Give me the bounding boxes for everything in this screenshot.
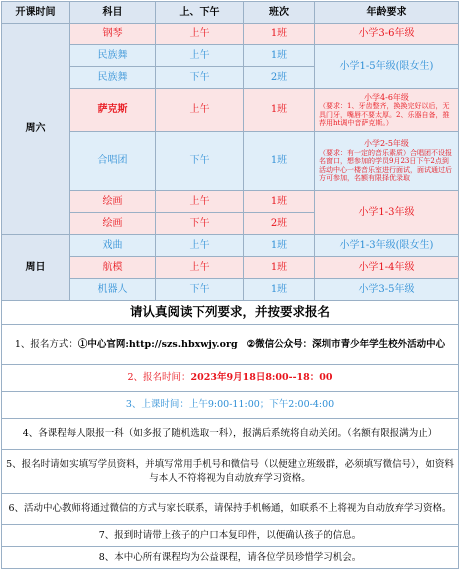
notice-item-1: [2, 325, 459, 365]
table-header-row: [2, 2, 459, 24]
notice-item-1-website: ①中心官网:http://szs.hbxwjy.org: [77, 338, 238, 350]
notice-title: 请认真阅读下列要求，并按要求报名: [2, 301, 459, 325]
subject-cell: 合唱团: [70, 132, 156, 191]
age-cell: 小学3-5年级: [315, 279, 459, 301]
day-saturday: 周六: [2, 24, 70, 235]
age-cell: 小学1-4年级: [315, 257, 459, 279]
notice-item-2: [2, 365, 459, 392]
class-cell: 1班: [244, 45, 315, 67]
time-cell: 下午: [156, 213, 244, 235]
notice-item: [2, 419, 459, 450]
notice-item-5: 5、报名时请如实填写学员资料，并填写常用手机号和微信号（以便建立班级群，必须填写微信号），如资料与本人不符将视为自动放弃学习资格。: [2, 450, 459, 494]
notice-item-2-value: 2023年9月18日8:00--18：00: [190, 372, 333, 384]
age-cell: 小学1-3年级: [315, 191, 459, 235]
time-cell: 上午: [156, 45, 244, 67]
notice-item-1-prefix: 1、报名方式：: [14, 338, 78, 350]
header-cell-ampm: 上、下午: [156, 2, 244, 24]
time-cell: 上午: [156, 235, 244, 257]
day-sunday: 周日: [2, 235, 70, 301]
notice-item: [2, 450, 459, 494]
time-cell: 下午: [156, 132, 244, 191]
table-row: [2, 235, 459, 257]
time-cell: 上午: [156, 191, 244, 213]
notice-item: [2, 365, 459, 392]
class-cell: 1班: [244, 235, 315, 257]
table-row: [2, 257, 459, 279]
class-cell: 1班: [244, 89, 315, 132]
class-cell: 1班: [244, 257, 315, 279]
age-cell-note: [315, 89, 459, 132]
class-cell: 1班: [244, 191, 315, 213]
time-cell: 上午: [156, 24, 244, 45]
subject-cell: 绘画: [70, 213, 156, 235]
subject-cell: 民族舞: [70, 67, 156, 89]
notice-item-2-label: 2、报名时间：: [127, 372, 191, 384]
header-cell-age: 年龄要求: [315, 2, 459, 24]
schedule-table: [1, 1, 459, 569]
subject-cell: 机器人: [70, 279, 156, 301]
table-row: [2, 24, 459, 45]
table-row: [2, 279, 459, 301]
age-note: （要求：有一定的音乐素质）合唱团不设报名窗口，想参加的学员9月23日下午2点到活动中心一楼音乐室进行面试，面试通过后方可参加，名额有限择优录取: [319, 149, 452, 183]
age-cell: 小学1-3年级(限女生): [315, 235, 459, 257]
notice-item: [2, 525, 459, 547]
time-cell: 上午: [156, 257, 244, 279]
class-cell: 1班: [244, 279, 315, 301]
class-cell: 1班: [244, 132, 315, 191]
age-cell: 小学3-6年级: [315, 24, 459, 45]
age-title: 小学4-6年级: [364, 92, 409, 102]
age-cell-note: [315, 132, 459, 191]
subject-cell: 戏曲: [70, 235, 156, 257]
header-cell-time: 开课时间: [2, 2, 70, 24]
time-cell: 下午: [156, 279, 244, 301]
table-row: [2, 45, 459, 67]
table-row: [2, 132, 459, 191]
notice-item-1-wechat: ②微信公众号：深圳市青少年学生校外活动中心: [246, 338, 446, 350]
table-row: [2, 89, 459, 132]
notice-item: [2, 392, 459, 419]
notice-item-7: 7、报到时请带上孩子的户口本复印件，以便确认孩子的信息。: [2, 525, 459, 547]
notice-item-8: 8、本中心所有课程均为公益课程，请各位学员珍惜学习机会。: [2, 547, 459, 569]
subject-cell: 钢琴: [70, 24, 156, 45]
header-cell-class: 班次: [244, 2, 315, 24]
subject-cell: 民族舞: [70, 45, 156, 67]
age-cell: 小学1-5年级(限女生): [315, 45, 459, 89]
class-cell: 1班: [244, 24, 315, 45]
table-row: [2, 191, 459, 213]
notice-item: [2, 494, 459, 525]
notice-item-3-label: 3、上课时间：: [125, 399, 189, 411]
header-cell-subject: 科目: [70, 2, 156, 24]
class-cell: 2班: [244, 213, 315, 235]
notice-item: [2, 325, 459, 365]
notice-item-3: [2, 392, 459, 419]
age-title: 小学2-5年级: [364, 139, 409, 149]
notice-item-3-value: 上午9:00-11:00；下午2:00-4:00: [188, 399, 335, 411]
notice-item: [2, 547, 459, 569]
time-cell: 下午: [156, 67, 244, 89]
notice-title-row: [2, 301, 459, 325]
subject-cell: 航模: [70, 257, 156, 279]
notice-item-6: 6、活动中心教师将通过微信的方式与家长联系，请保持手机畅通，如联系不上将视为自动放弃学习资格。: [2, 494, 459, 525]
class-cell: 2班: [244, 67, 315, 89]
subject-cell: 绘画: [70, 191, 156, 213]
notice-item-4: 4、各课程每人限报一科（如多报了随机选取一科），报满后系统将自动关闭。（名额有限报满为止）: [2, 419, 459, 450]
time-cell: 上午: [156, 89, 244, 132]
age-note: （要求：1、牙齿整齐，换换完好以后，无具门牙，嘴唇不要太厚。2、乐器自备，推荐用ht调中音萨克斯。）: [319, 102, 450, 127]
subject-cell: 萨克斯: [70, 89, 156, 132]
